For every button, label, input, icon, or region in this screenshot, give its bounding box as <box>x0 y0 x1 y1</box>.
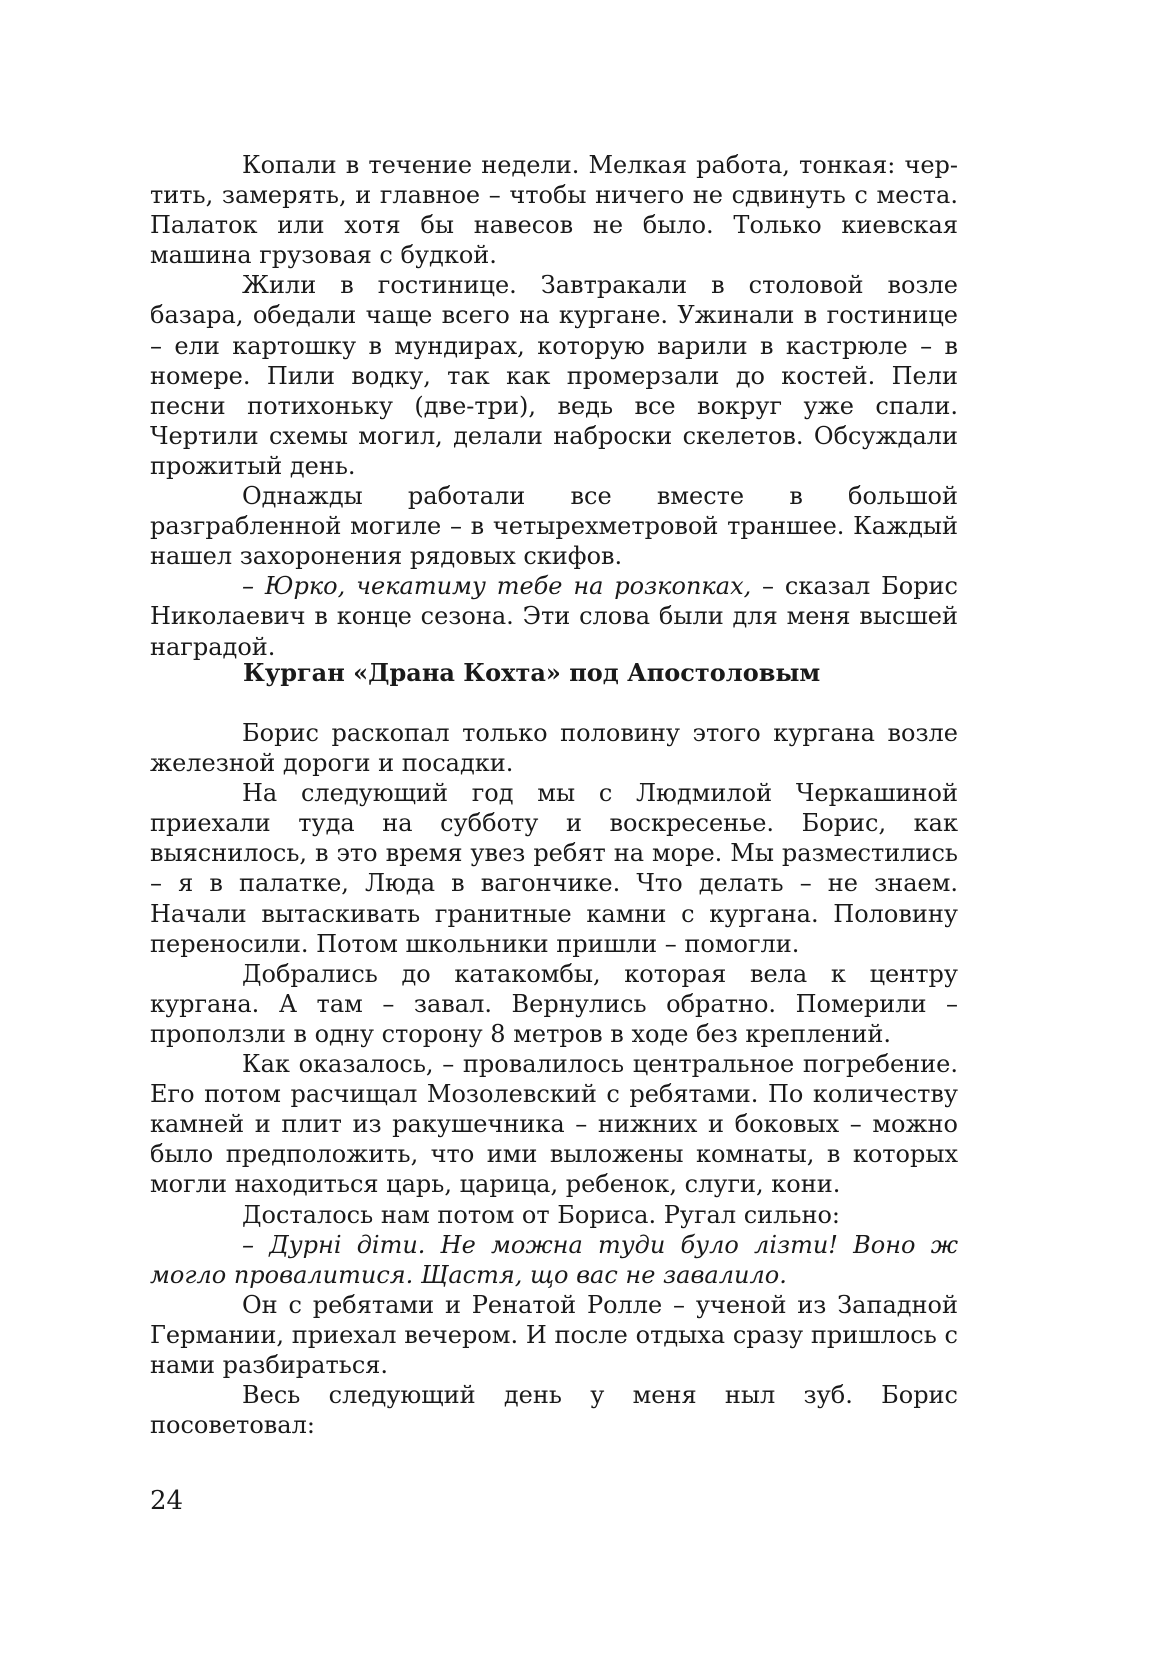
quote-italic-text: – Юрко, чекатиму тебе на розкопках, <box>242 572 752 601</box>
paragraph: Досталось нам потом от Бориса. Ругал сильно: <box>242 1200 841 1229</box>
section-heading: Курган «Драна Кохта» под Апостоловым <box>243 658 821 687</box>
paragraph: Копали в течение недели. Мелкая работа, тонкая: чертить, замерять, и главное – чтобы ничего не сдвинуть с места. Палаток или хотя бы навесов не было. Только киевская машина грузовая с будкой. <box>150 151 958 270</box>
paragraph: Он с ребятами и Ренатой Ролле – ученой из Западной Германии, приехал вечером. И после отдыха сразу пришлось с нами разбираться. <box>150 1290 958 1379</box>
quote-rest-text: – сказал Борис Николаевич в конце сезона. Эти слова были для меня высшей наградой. <box>150 572 958 661</box>
paragraph: Весь следующий день у меня ныл зуб. Борис посоветовал: <box>150 1381 958 1440</box>
page-number: 24 <box>150 1486 184 1516</box>
paragraph: Как оказалось, – провалилось центральное погребение. Его потом расчищал Мозолевский с ребятами. По количеству камней и плит из ракушечника – нижних и боковых – можно было предположить, что ими выложены комнаты, в которых могли находиться царь, царица, ребенок, слуги, кони. <box>150 1050 958 1199</box>
paragraph: Однажды работали все вместе в большой разграбленной могиле – в четырехметровой траншее. Каждый нашел захоронения рядовых скифов. <box>150 482 958 571</box>
paragraph: Жили в гостинице. Завтракали в столовой возле базара, обедали чаще всего на кургане. Ужинали в гостинице – ели картошку в мундирах, которую варили в кастрюле – в номере. Пили водку, так как промерзали до костей. Пели песни потихоньку (две-три), ведь все вокруг уже спали. Чертили схемы могил, делали наброски скелетов. Обсуждали прожитый день. <box>150 271 958 480</box>
paragraph: На следующий год мы с Людмилой Черкашиной приехали туда на субботу и воскресенье. Борис, как выяснилось, в это время увез ребят на море. Мы разместились – я в палатке, Люда в вагончике. Что делать – не знаем. Начали вытаскивать гранитные камни с кургана. Половину переносили. Потом школьники пришли – помогли. <box>150 779 958 958</box>
paragraph: Борис раскопал только половину этого кургана возле железной дороги и посадки. <box>150 719 958 778</box>
paragraph: Добрались до катакомбы, которая вела к центру кургана. А там – завал. Вернулись обратно. Померили – проползли в одну сторону 8 метров в ходе без креплений. <box>150 959 958 1048</box>
section-one-text <box>150 150 958 662</box>
quote-paragraph: – Дурні діти. Не можна туди було лізти! Воно ж могло провалитися. Щастя, що вас не завалило. <box>150 1230 958 1289</box>
section-two-text <box>150 718 958 1440</box>
quote-paragraph <box>150 571 958 661</box>
